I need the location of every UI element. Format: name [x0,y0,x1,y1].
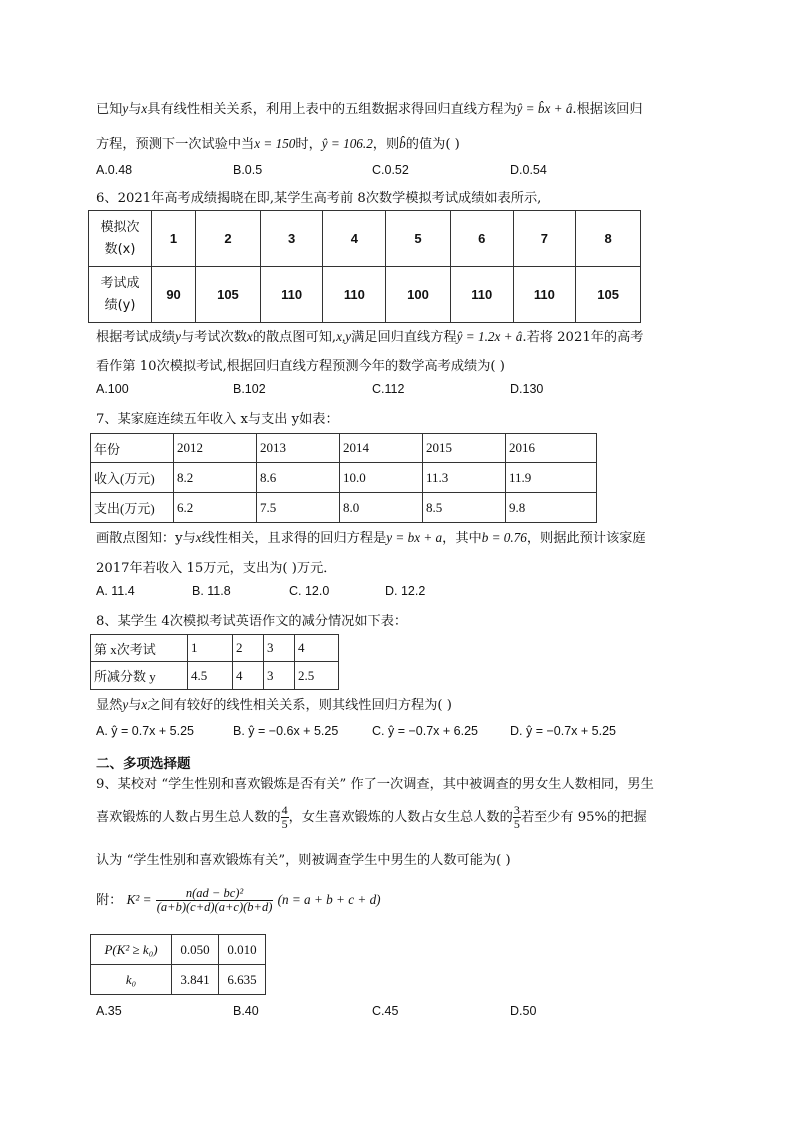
q6-option-c[interactable]: C.112 [372,382,405,396]
q7-cell: 2014 [340,434,423,463]
q9-option-c[interactable]: C.45 [372,1004,399,1018]
q7-header-year: 年份 [91,434,174,463]
q6-x-cell: 2 [196,211,261,267]
q7-option-c[interactable]: C. 12.0 [289,584,330,598]
q9-cell: 3.841 [172,965,219,995]
q7-cell: 6.2 [174,493,257,523]
q9-option-b[interactable]: B.40 [233,1004,259,1018]
q8-table [90,634,339,690]
q6-x-cell: 8 [576,211,641,267]
q6-after-line-1: 根据考试成绩y与考试次数x的散点图可知,x,y满足回归直线方程ŷ = 1.2x + â.若将 2021年的高考 [96,329,644,345]
q6-y-cell: 100 [386,267,451,323]
q7-regression-equation: y = bx + a [386,530,443,545]
q7-cell: 2015 [423,434,506,463]
q7-cell: 8.0 [340,493,423,523]
q5-option-c[interactable]: C.0.52 [372,163,409,177]
q8-option-a[interactable]: A. ŷ = 0.7x + 5.25 [96,724,194,738]
q8-cell: 2 [233,635,264,662]
q9-fraction-male: $\frac{4}{5}$ [281,803,288,831]
q6-option-b[interactable]: B.102 [233,382,266,396]
q7-cell: 9.8 [506,493,597,523]
q7-cell: 10.0 [340,463,423,493]
q9-cell: 0.050 [172,935,219,965]
q5-option-d[interactable]: D.0.54 [510,163,547,177]
q7-cell: 2012 [174,434,257,463]
q8-cell: 3 [264,662,295,690]
q6-option-d[interactable]: D.130 [510,382,544,396]
q7-after-line-1: 画散点图知：y与x线性相关，且求得的回归方程是y = bx + a，其中b = 0.76，则据此预计该家庭 [96,530,646,546]
q8-option-d[interactable]: D. ŷ = −0.7x + 5.25 [510,724,616,738]
q8-header-y: 所减分数 y [91,662,188,690]
q9-line-2: 喜欢锻炼的人数占男生总人数的 $\frac{4}{5}$ ，女生喜欢锻炼的人数占女生总人数的 $\frac{3}{5}$ 若至少有 95%的把握 [96,803,647,831]
q6-after-line-2: 看作第 10次模拟考试,根据回归直线方程预测今年的数学高考成绩为( ) [96,359,505,374]
q8-cell: 4 [233,662,264,690]
q6-y-cell: 110 [513,267,576,323]
q9-k0-header: k₀ [91,965,172,995]
q6-x-cell: 3 [260,211,323,267]
q7-option-b[interactable]: B. 11.8 [192,584,231,598]
q7-after-line-2: 2017年若收入 15万元，支出为( )万元． [96,561,337,576]
q8-option-b[interactable]: B. ŷ = −0.6x + 5.25 [233,724,339,738]
q9-k2-formula: $\frac{\text{n(ad − bc)²}}{(a+b)(c+d)(a+c)(b+d)}$ [156,886,273,914]
q7-cell: 8.6 [257,463,340,493]
q7-cell: 8.5 [423,493,506,523]
q6-x-cell: 4 [323,211,386,267]
q8-cell: 2.5 [295,662,339,690]
q9-fraction-female: $\frac{3}{5}$ [513,803,520,831]
q6-x-cell: 5 [386,211,451,267]
q6-y-cell: 110 [260,267,323,323]
q8-stem: 8、某学生 4次模拟考试英语作文的减分情况如下表： [96,614,408,629]
q5-option-a[interactable]: A.0.48 [96,163,133,177]
q8-after-line: 显然y与x之间有较好的线性相关关系，则其线性回归方程为( ) [96,697,452,713]
q6-y-cell: 105 [576,267,641,323]
q9-cell: 0.010 [219,935,266,965]
q7-option-d[interactable]: D. 12.2 [385,584,426,598]
q6-x-cell: 7 [513,211,576,267]
q9-prob-header: P(K² ≥ k₀) [91,935,172,965]
q9-option-a[interactable]: A.35 [96,1004,122,1018]
q7-table [90,433,597,523]
q5-line-1: 已知y与x具有线性相关关系，利用上表中的五组数据求得回归直线方程为ŷ = b̂x + â.根据该回归 [96,101,643,117]
q7-cell: 11.3 [423,463,506,493]
q7-header-income: 收入(万元) [91,463,174,493]
q6-header-x: 模拟次 数(x) [89,211,152,267]
q5-line-2: 方程，预测下一次试验中当x = 150时，ŷ = 106.2，则b̂的值为( ) [96,136,460,152]
q6-header-y: 考试成 绩(y) [89,267,152,323]
q7-cell: 2016 [506,434,597,463]
q6-option-a[interactable]: A.100 [96,382,129,396]
q9-cell: 6.635 [219,965,266,995]
q7-option-a[interactable]: A. 11.4 [96,584,135,598]
q6-stem: 6、2021年高考成绩揭晓在即,某学生高考前 8次数学模拟考试成绩如表所示, [96,191,542,206]
q7-cell: 2013 [257,434,340,463]
q6-x-cell: 1 [152,211,196,267]
q6-y-cell: 110 [450,267,513,323]
q8-cell: 4.5 [188,662,233,690]
q7-header-expense: 支出(万元) [91,493,174,523]
q7-cell: 8.2 [174,463,257,493]
q9-option-d[interactable]: D.50 [510,1004,537,1018]
q8-cell: 1 [188,635,233,662]
q6-y-cell: 105 [196,267,261,323]
q9-appendix: 附： K² = $\frac{\text{n(ad − bc)²}}{(a+b)(c+d)(a+c)(b+d)}$ (n = a + b + c + d) [96,886,381,914]
q6-y-cell: 110 [323,267,386,323]
q9-line-3: 认为 “学生性别和喜欢锻炼有关”，则被调查学生中男生的人数可能为( ) [96,853,511,868]
q8-header-x: 第 x次考试 [91,635,188,662]
q6-y-cell: 90 [152,267,196,323]
section-title: 二、多项选择题 [96,756,191,772]
q8-cell: 3 [264,635,295,662]
q9-line-1: 9、某校对 “学生性别和喜欢锻炼是否有关” 作了一次调查，其中被调查的男女生人数相同，男生 [96,777,654,792]
q9-critical-value-table [90,934,266,995]
q5-option-b[interactable]: B.0.5 [233,163,263,177]
q7-cell: 7.5 [257,493,340,523]
q7-stem: 7、某家庭连续五年收入 x与支出 y如表： [96,412,339,427]
q7-cell: 11.9 [506,463,597,493]
q6-table [88,210,641,323]
q6-regression-equation: ŷ = 1.2x + â [456,329,523,344]
q5-regression-equation: ŷ = b̂x + â [516,101,573,116]
q8-cell: 4 [295,635,339,662]
q6-x-cell: 6 [450,211,513,267]
q8-option-c[interactable]: C. ŷ = −0.7x + 6.25 [372,724,478,738]
